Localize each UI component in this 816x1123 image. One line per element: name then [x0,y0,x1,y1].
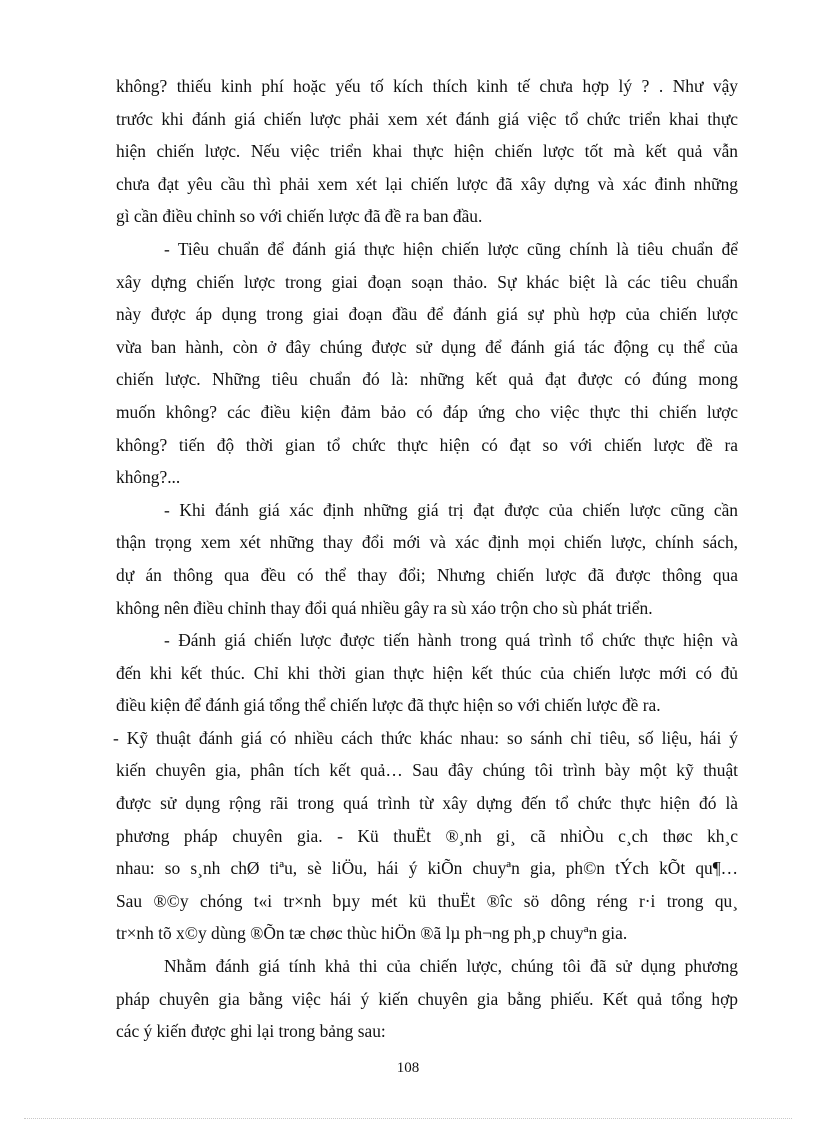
text-line: không?... [116,467,181,488]
text-line: - Tiêu chuẩn để đánh giá thực hiện chiến lược cũng chính là tiêu chuẩn để [164,238,738,259]
text-line: pháp chuyên gia bằng việc hái ý kiến chuyên gia bằng phiếu. Kết quả tổng hợp [116,988,738,1009]
text-line: tr×nh tõ x©y dùng ®Õn tæ chøc thùc hiÖn ®ã lµ ph¬ng ph¸p chuyªn gia. [116,923,628,944]
text-line: không nên điều chỉnh thay đổi quá nhiều gây ra sù xáo trộn cho sù phát triển. [116,597,653,618]
text-line: chưa đạt yêu cầu thì phải xem xét lại chiến lược đã xây dựng và xác đinh những [116,173,738,194]
text-line: dự án thông qua đều có thể thay đổi; Nhưng chiến lược đã được thông qua [116,564,738,585]
text-line: đến khi kết thúc. Chỉ khi thời gian thực hiện kết thúc của chiến lược mới có đủ [116,662,738,683]
text-line: này được áp dụng trong giai đoạn đầu để đánh giá sự phù hợp của chiến lược [116,304,738,325]
footer-divider [24,1118,792,1119]
text-line: điều kiện để đánh giá tổng thể chiến lược đã thực hiện so với chiến lược đề ra. [116,695,661,716]
text-line: trước khi đánh giá chiến lược phải xem xét đánh giá việc tổ chức triển khai thực [116,108,738,129]
text-line: vừa ban hành, còn ở đây chúng được sử dụng để đánh giá tác động cụ thể của [116,336,738,357]
text-line: Sau ®©y chóng t«i tr×nh bµy mét kü thuËt ®îc sö dông réng r·i trong qu¸ [116,890,738,911]
text-line: xây dựng chiến lược trong giai đoạn soạn thảo. Sự khác biệt là các tiêu chuẩn [116,271,738,292]
text-line: Nhằm đánh giá tính khả thi của chiến lược, chúng tôi đã sử dụng phương [164,956,738,977]
text-line: phương pháp chuyên gia. - Kü thuËt ®¸nh gi¸ cã nhiÒu c¸ch thøc kh¸c [116,825,738,846]
text-line: hiện chiến lược. Nếu việc triển khai thực hiện chiến lược tốt mà kết quả vẫn [116,141,738,162]
text-line: không? tiến độ thời gian tổ chức thực hiện có đạt so với chiến lược đề ra [116,434,738,455]
text-line: gì cần điều chỉnh so với chiến lược đã đề ra ban đầu. [116,206,483,227]
text-line: kiến chuyên gia, phân tích kết quả… Sau đây chúng tôi trình bày một kỹ thuật [116,760,738,781]
text-line: thận trọng xem xét những thay đổi mới và xác định mọi chiến lược, chính sách, [116,532,738,553]
text-line: chiến lược. Những tiêu chuẩn đó là: những kết quả đạt được có đúng mong [116,369,738,390]
text-line: - Khi đánh giá xác định những giá trị đạt được của chiến lược cũng cần [164,499,738,520]
text-line: - Đánh giá chiến lược được tiến hành trong quá trình tổ chức thực hiện và [164,630,738,651]
text-line: muốn không? các điều kiện đảm bảo có đáp ứng cho việc thực thi chiến lược [116,401,738,422]
text-line: được sử dụng rộng rãi trong quá trình từ xây dựng đến tổ chức thực hiện đó là [116,793,738,814]
page-number: 108 [396,1060,420,1076]
body-text [113,70,738,1048]
text-line: các ý kiến được ghi lại trong bảng sau: [116,1021,386,1042]
text-line: không? thiếu kinh phí hoặc yếu tố kích thích kinh tế chưa hợp lý ? . Như vậy [116,76,738,96]
text-line: - Kỹ thuật đánh giá có nhiều cách thức khác nhau: so sánh chỉ tiêu, số liệu, hái ý [113,727,738,748]
text-line: nhau: so s¸nh chØ tiªu, sè liÖu, hái ý kiÕn chuyªn gia, ph©n tÝch kÕt qu¶… [116,858,738,879]
